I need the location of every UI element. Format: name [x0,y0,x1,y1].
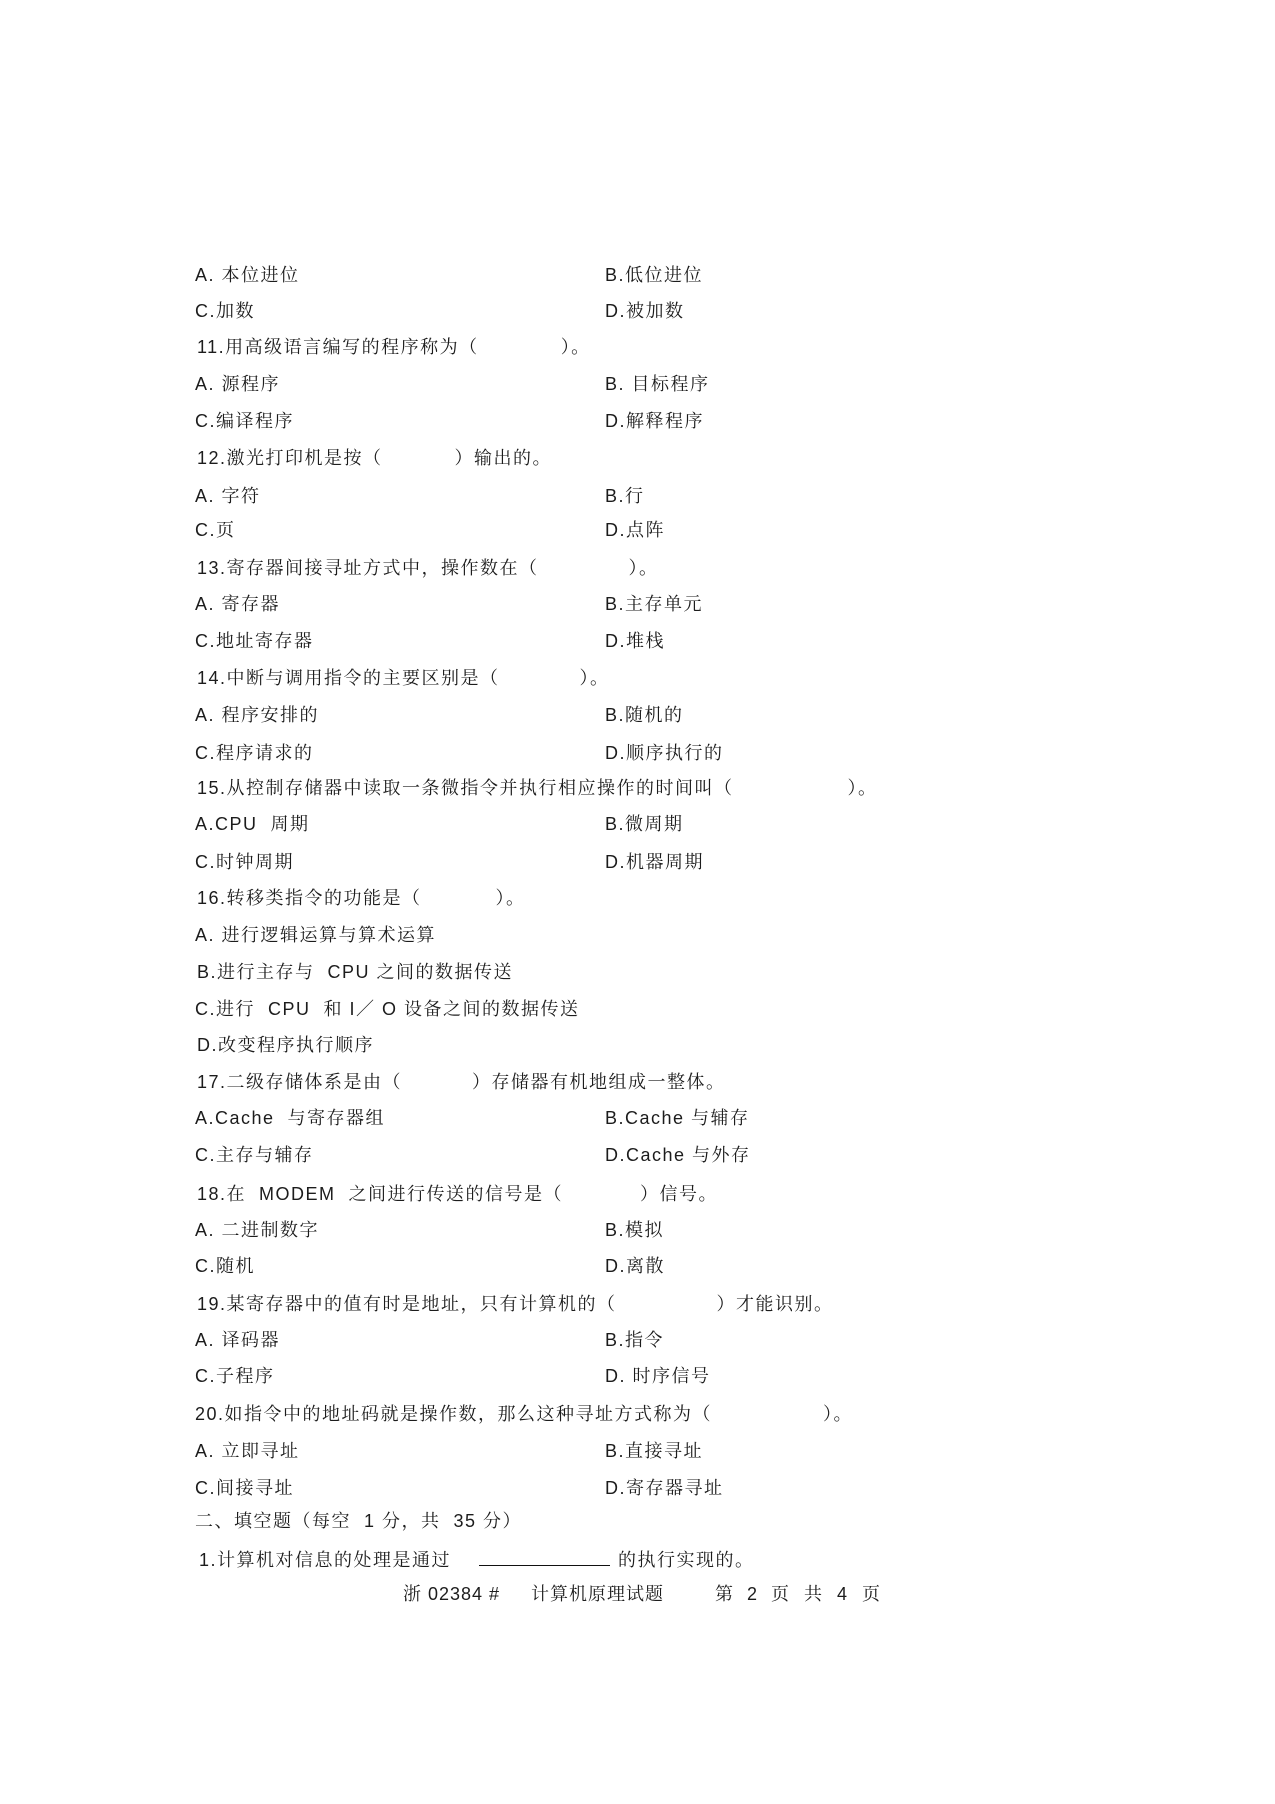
option-d: D.改变程序执行顺序 [197,1035,374,1055]
stem-text-end: ）存储器有机地组成一整体。 [472,1072,726,1092]
option-a: A. 本位进位 [195,265,300,285]
answer-blank [734,793,848,794]
stem-text: 11.用高级语言编写的程序称为（ [197,337,479,357]
question-13-stem [197,557,659,579]
stem-text-end: ）。 [823,1404,854,1424]
answer-blank [402,1087,472,1088]
question-18-stem [197,1183,718,1205]
option-b: B.模拟 [605,1220,665,1240]
answer-blank [500,683,580,684]
option-a: A. 译码器 [195,1330,281,1350]
question-15-stem [197,777,878,799]
answer-blank [383,463,455,464]
footer-page-prefix: 第 [715,1584,734,1604]
question-12-stem [197,447,552,469]
option-b: B.Cache 与辅存 [605,1108,750,1128]
fill-blank-underline [479,1548,610,1566]
answer-blank [422,903,496,904]
option-d: D.解释程序 [605,411,704,431]
answer-blank [712,1419,823,1420]
stem-text-end: ）信号。 [640,1184,719,1204]
footer-exam-code: 浙 02384 # [403,1584,501,1604]
option-c: C.编译程序 [195,411,294,431]
option-b: B.微周期 [605,814,684,834]
stem-text-end: ）才能识别。 [716,1294,834,1314]
question-14-stem [197,667,610,689]
option-a: A. 二进制数字 [195,1220,320,1240]
question-11-stem [197,336,591,358]
option-c: C.子程序 [195,1366,275,1386]
option-d: D.Cache 与外存 [605,1145,751,1165]
answer-blank [563,1199,640,1200]
stem-text: 17.二级存储体系是由（ [197,1072,403,1092]
stem-text: 14.中断与调用指令的主要区别是（ [197,668,500,688]
option-c: C.时钟周期 [195,852,294,872]
option-c: C.页 [195,520,236,540]
option-a: A.Cache 与寄存器组 [195,1108,386,1128]
footer-total-pages: 4 [837,1584,849,1604]
fill-text-end: 的执行实现的。 [618,1550,755,1570]
fill-text: 1.计算机对信息的处理是通过 [199,1550,452,1570]
option-d: D.机器周期 [605,852,704,872]
option-a: A. 进行逻辑运算与算术运算 [195,925,437,945]
option-a: A. 程序安排的 [195,705,320,725]
stem-text-end: ）。 [495,888,526,908]
stem-text-end: ）。 [560,337,591,357]
stem-text: 12.激光打印机是按（ [197,448,383,468]
option-b: B.直接寻址 [605,1441,704,1461]
question-19-stem [197,1293,834,1315]
option-a: A. 立即寻址 [195,1441,300,1461]
option-d: D. 时序信号 [605,1366,711,1386]
footer-page-number: 2 [747,1584,759,1604]
option-b: B.进行主存与 CPU 之间的数据传送 [197,962,514,982]
option-d: D.寄存器寻址 [605,1478,724,1498]
stem-text-end: ）。 [628,558,659,578]
option-a: A. 寄存器 [195,594,281,614]
footer-exam-title: 计算机原理试题 [531,1584,664,1604]
option-a: A. 源程序 [195,374,281,394]
fill-question-1 [199,1548,755,1571]
stem-text-end: ）输出的。 [454,448,553,468]
question-16-stem [197,887,526,909]
option-d: D.被加数 [605,301,685,321]
option-c: C.随机 [195,1256,255,1276]
footer-total-unit: 页 [862,1584,881,1604]
question-20-stem [195,1403,853,1425]
answer-blank [479,352,561,353]
option-c: C.进行 CPU 和 I／ O 设备之间的数据传送 [195,999,580,1019]
stem-text: 20.如指令中的地址码就是操作数，那么这种寻址方式称为（ [195,1404,713,1424]
answer-blank [539,573,629,574]
option-b: B.主存单元 [605,594,704,614]
option-c: C.加数 [195,301,255,321]
option-d: D.顺序执行的 [605,743,724,763]
option-c: C.主存与辅存 [195,1145,314,1165]
stem-text: 13.寄存器间接寻址方式中，操作数在（ [197,558,539,578]
option-c: C.程序请求的 [195,743,314,763]
option-b: B.随机的 [605,705,684,725]
option-c: C.间接寻址 [195,1478,294,1498]
option-b: B.指令 [605,1330,665,1350]
answer-blank [617,1309,717,1310]
stem-text: 16.转移类指令的功能是（ [197,888,422,908]
option-d: D.离散 [605,1256,665,1276]
option-d: D.点阵 [605,520,665,540]
footer-total-prefix: 共 [804,1584,823,1604]
option-a: A.CPU 周期 [195,814,310,834]
option-b: B.低位进位 [605,265,704,285]
stem-text: 19.某寄存器中的值有时是地址，只有计算机的（ [197,1294,617,1314]
stem-text-end: ）。 [579,668,610,688]
section-heading: 二、填空题（每空 1 分，共 35 分） [195,1511,523,1531]
option-b: B.行 [605,486,645,506]
stem-text: 15.从控制存储器中读取一条微指令并执行相应操作的时间叫（ [197,778,734,798]
option-c: C.地址寄存器 [195,631,314,651]
footer-page-unit: 页 [771,1584,790,1604]
option-a: A. 字符 [195,486,261,506]
stem-text-end: ）。 [847,778,878,798]
option-d: D.堆栈 [605,631,665,651]
stem-text: 18.在 MODEM 之间进行传送的信号是（ [197,1184,564,1204]
option-b: B. 目标程序 [605,374,710,394]
question-17-stem [197,1071,726,1093]
